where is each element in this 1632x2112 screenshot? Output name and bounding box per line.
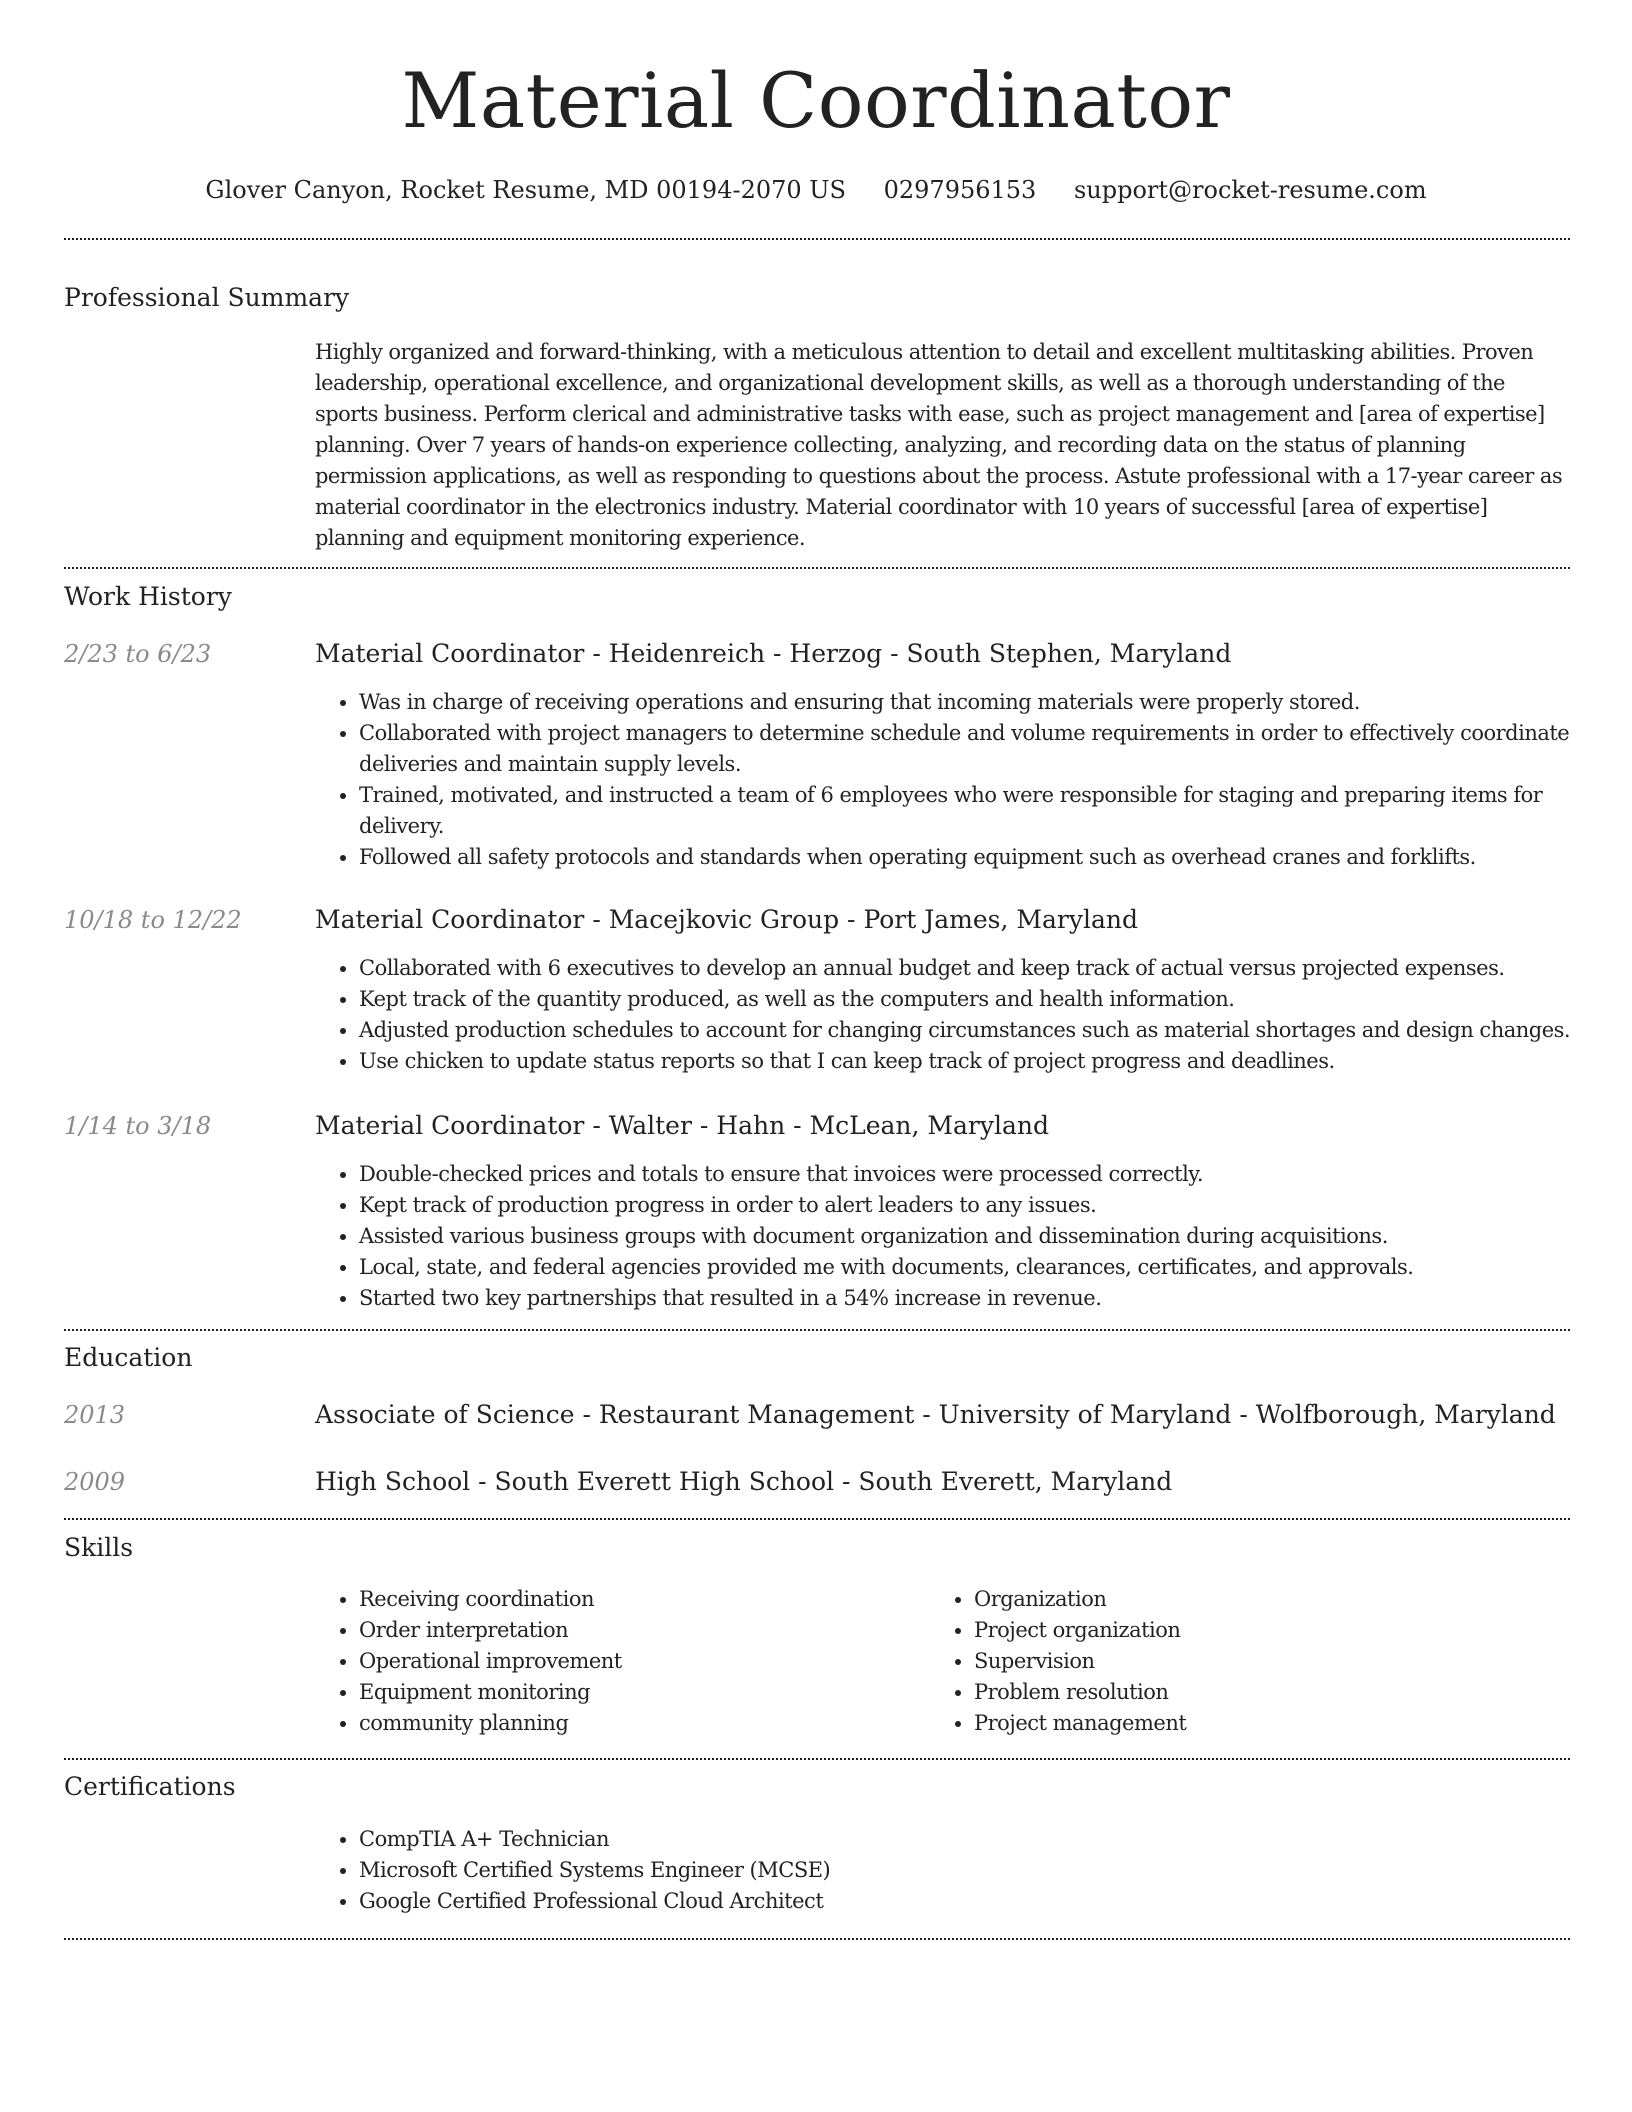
job-heading: Material Coordinator - Macejkovic Group - Port James, Maryland (315, 905, 1138, 934)
contact-phone: 0297956153 (883, 176, 1037, 204)
list-item: • Project management (974, 1708, 1574, 1739)
list-item: • CompTIA A+ Technician (359, 1824, 1614, 1855)
section-divider (64, 1329, 1570, 1331)
list-item: • Was in charge of receiving operations and ensuring that incoming materials were properly stored. (359, 687, 1614, 718)
list-item: • Order interpretation (359, 1615, 959, 1646)
job-bullets (315, 687, 1614, 873)
section-divider (64, 1938, 1570, 1940)
list-item: • Adjusted production schedules to account for changing circumstances such as material shortages and design changes. (359, 1015, 1614, 1046)
resume-title: Material Coordinator (401, 56, 1231, 145)
job-heading: Material Coordinator - Heidenreich - Herzog - South Stephen, Maryland (315, 639, 1232, 668)
list-item: • community planning (359, 1708, 959, 1739)
contact-line (0, 170, 1632, 210)
list-item: • Problem resolution (974, 1677, 1574, 1708)
certifications-list (315, 1824, 1614, 1917)
list-item: • Kept track of the quantity produced, as well as the computers and health information. (359, 984, 1614, 1015)
list-item: • Microsoft Certified Systems Engineer (MCSE) (359, 1855, 1614, 1886)
list-item: • Trained, motivated, and instructed a team of 6 employees who were responsible for staging and preparing items for delivery. (359, 780, 1614, 842)
job-dates: 2/23 to 6/23 (64, 640, 212, 668)
list-item: • Followed all safety protocols and standards when operating equipment such as overhead cranes and forklifts. (359, 842, 1614, 873)
summary-text: Highly organized and forward-thinking, with a meticulous attention to detail and excellent multitasking abilities. Proven leadership, operational excellence, and organizational development skills, as well as a thorough understanding of the sports business. Perform clerical and administrative tasks with ease, such as project management and [area of expertise] planning. Over 7 years of hands-on experience collecting, analyzing, and recording data on the status of planning permission applications, as well as responding to questions about the process. Astute professional with a 17-year career as material coordinator in the electronics industry. Material coordinator with 10 years of successful [area of expertise] planning and equipment monitoring experience. (315, 340, 1563, 550)
list-item: • Operational improvement (359, 1646, 959, 1677)
summary-heading: Professional Summary (64, 283, 350, 312)
list-item: • Kept track of production progress in order to alert leaders to any issues. (359, 1190, 1614, 1221)
contact-email: support@rocket-resume.com (1073, 176, 1427, 204)
list-item: • Assisted various business groups with document organization and dissemination during acquisitions. (359, 1221, 1614, 1252)
job-dates: 1/14 to 3/18 (64, 1112, 212, 1140)
education-heading-line: Associate of Science - Restaurant Management - University of Maryland - Wolfborough, Maryland (315, 1400, 1556, 1429)
list-item: • Use chicken to update status reports so that I can keep track of project progress and deadlines. (359, 1046, 1614, 1077)
list-item: • Receiving coordination (359, 1584, 959, 1615)
list-item: • Equipment monitoring (359, 1677, 959, 1708)
skills-list-right (930, 1584, 1574, 1739)
certifications-heading: Certifications (64, 1772, 236, 1801)
job-dates: 10/18 to 12/22 (64, 906, 242, 934)
education-year: 2013 (64, 1401, 126, 1429)
education-heading-line: High School - South Everett High School - South Everett, Maryland (315, 1467, 1173, 1496)
work-history-heading: Work History (64, 582, 232, 611)
skills-list-left (315, 1584, 959, 1739)
education-heading: Education (64, 1343, 193, 1372)
job-bullets (315, 1159, 1614, 1314)
list-item: • Collaborated with project managers to determine schedule and volume requirements in order to effectively coordinate deliveries and maintain supply levels. (359, 718, 1614, 780)
list-item: • Project organization (974, 1615, 1574, 1646)
section-divider (64, 1518, 1570, 1520)
list-item: • Organization (974, 1584, 1574, 1615)
contact-address: Glover Canyon, Rocket Resume, MD 00194-2070 US (205, 176, 846, 204)
job-bullets (315, 953, 1614, 1077)
list-item: • Collaborated with 6 executives to develop an annual budget and keep track of actual versus projected expenses. (359, 953, 1614, 984)
education-year: 2009 (64, 1468, 126, 1496)
list-item: • Local, state, and federal agencies provided me with documents, clearances, certificates, and approvals. (359, 1252, 1614, 1283)
list-item: • Double-checked prices and totals to ensure that invoices were processed correctly. (359, 1159, 1614, 1190)
section-divider (64, 1758, 1570, 1760)
skills-heading: Skills (64, 1533, 134, 1562)
section-divider (64, 238, 1570, 240)
job-heading: Material Coordinator - Walter - Hahn - McLean, Maryland (315, 1111, 1049, 1140)
list-item: • Google Certified Professional Cloud Architect (359, 1886, 1614, 1917)
list-item: • Supervision (974, 1646, 1574, 1677)
section-divider (64, 567, 1570, 569)
list-item: • Started two key partnerships that resulted in a 54% increase in revenue. (359, 1283, 1614, 1314)
